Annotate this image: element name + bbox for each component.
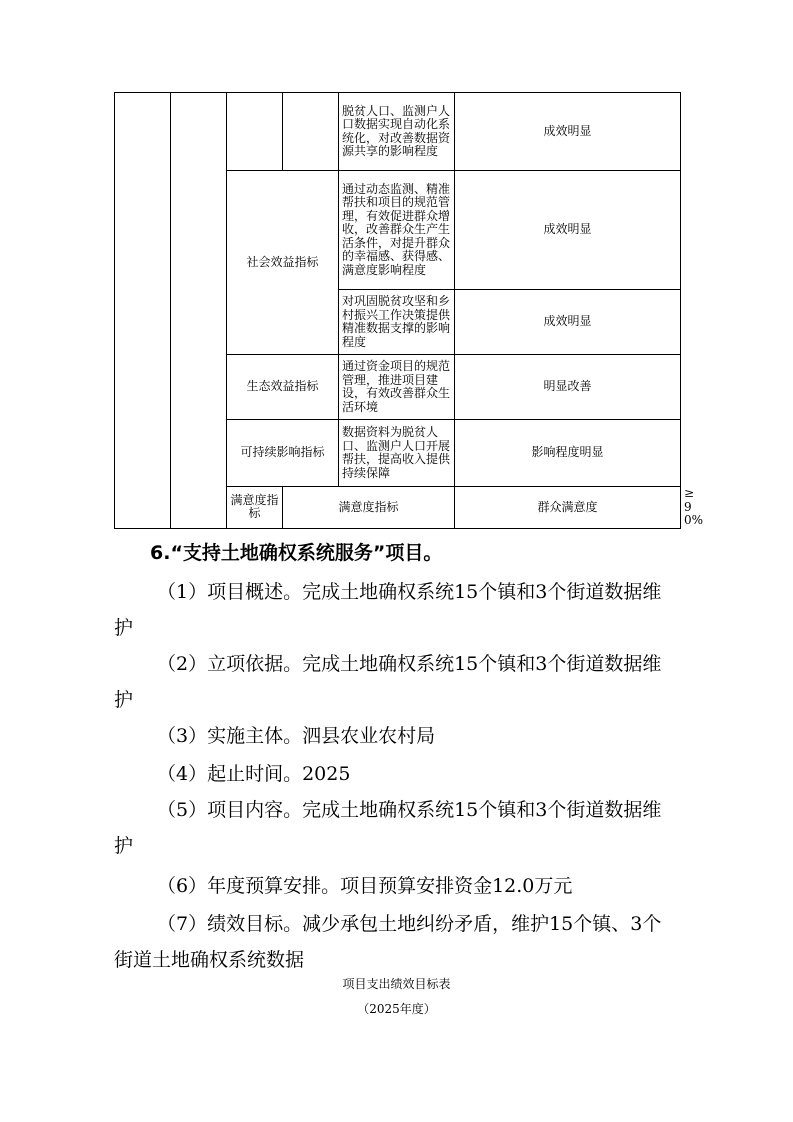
indicator-cell: 对巩固脱贫攻坚和乡村振兴工作决策提供精准数据支撑的影响程度 bbox=[339, 290, 455, 355]
value-cell: 影响程度明显 bbox=[455, 420, 681, 487]
satisfaction-level2-label: 满意度指标 bbox=[283, 487, 455, 529]
social-benefit-label: 社会效益指标 bbox=[227, 171, 339, 355]
satisfaction-level1-label: 满意度指标 bbox=[227, 487, 283, 529]
blank-cell-col4 bbox=[283, 93, 339, 171]
indicator-cell: 脱贫人口、监测户人口数据实现自动化系统化，对改善数据资源共享的影响程度 bbox=[339, 93, 455, 171]
table-caption-year: （2025年度） bbox=[357, 1002, 436, 1016]
paragraph-implementer: （3）实施主体。泗县农业农村局 bbox=[157, 725, 436, 747]
ecological-benefit-label: 生态效益指标 bbox=[227, 355, 339, 420]
value-cell: 明显改善 bbox=[455, 355, 681, 420]
sustainable-impact-label: 可持续影响指标 bbox=[227, 420, 339, 487]
paragraph-basis: （2）立项依据。完成土地确权系统15个镇和3个街道数据维护 bbox=[114, 653, 662, 711]
paragraph-overview: （1）项目概述。完成土地确权系统15个镇和3个街道数据维护 bbox=[114, 581, 662, 639]
performance-table: 脱贫人口、监测户人口数据实现自动化系统化，对改善数据资源共享的影响程度 成效明显 社会效益指标 通过动态监测、精准帮扶和项目的规范管理，有效促进群众增收，改善群众生产生活条件，对提升群众的幸福感、获得感、满意度影响程度 成效明显 对巩固脱贫攻坚和乡村振兴工作决策提供精准数据支撑的影响程度 成效明显 生态效益指标 通过资金项目的规范管理，推进项目建设，有效改善群众生活环境 明显改善 可持续影响指标 数据资料为脱贫人口、监测户人口开展帮扶，提高收入提供持续保障 影响程度明显 满意度指标 满意度指标 群众满意度 ≥90% bbox=[114, 92, 681, 529]
paragraph-budget: （6）年度预算安排。项目预算安排资金12.0万元 bbox=[157, 875, 573, 897]
paragraph-goal: （7）绩效目标。减少承包土地纠纷矛盾，维护15个镇、3个街道土地确权系统数据 bbox=[114, 913, 662, 971]
indicator-cell: 通过资金项目的规范管理，推进项目建设，有效改善群众生活环境 bbox=[339, 355, 455, 420]
paragraph-content: （5）项目内容。完成土地确权系统15个镇和3个街道数据维护 bbox=[114, 799, 662, 857]
value-cell: 成效明显 bbox=[455, 171, 681, 290]
table-caption-title: 项目支出绩效目标表 bbox=[342, 977, 451, 991]
paragraph-period: （4）起止时间。2025 bbox=[157, 763, 351, 785]
blank-cell-col1 bbox=[115, 93, 171, 529]
blank-cell-col3 bbox=[227, 93, 283, 171]
indicator-cell: 群众满意度 bbox=[455, 487, 681, 529]
value-cell: 成效明显 bbox=[455, 290, 681, 355]
section-heading: 6.“支持土地确权系统服务”项目。 bbox=[150, 542, 443, 564]
value-cell: 成效明显 bbox=[455, 93, 681, 171]
indicator-cell: 数据资料为脱贫人口、监测户人口开展帮扶，提高收入提供持续保障 bbox=[339, 420, 455, 487]
indicator-cell: 通过动态监测、精准帮扶和项目的规范管理，有效促进群众增收，改善群众生产生活条件，对提升群众的幸福感、获得感、满意度影响程度 bbox=[339, 171, 455, 290]
blank-cell-col2 bbox=[171, 93, 227, 529]
